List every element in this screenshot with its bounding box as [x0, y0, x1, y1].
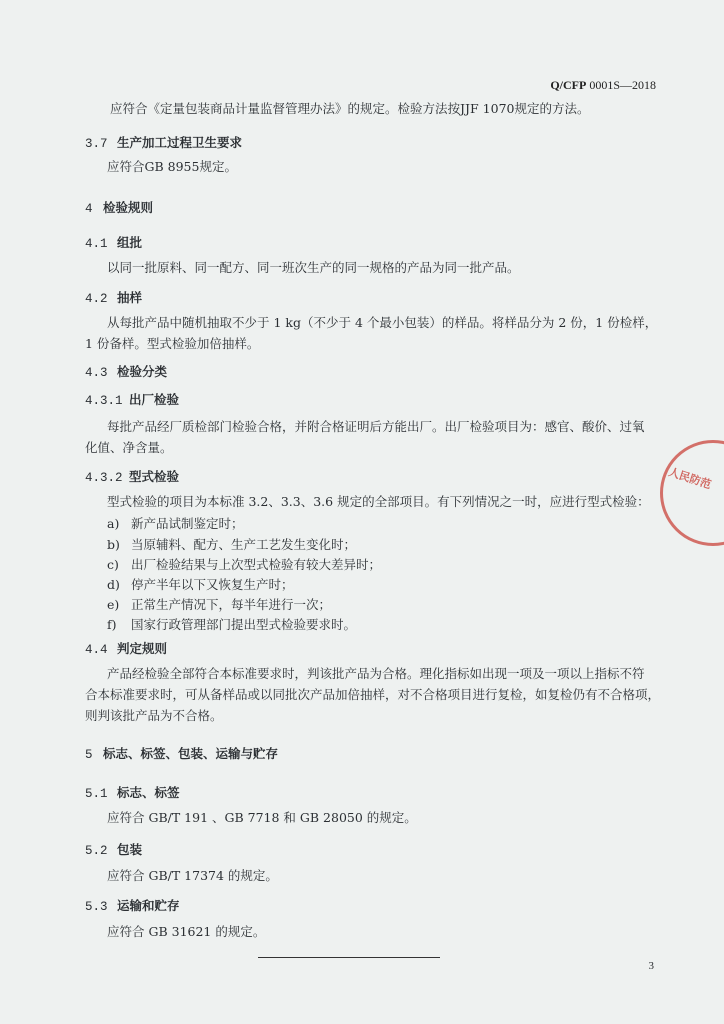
list-item: e) 正常生产情况下，每半年进行一次； — [107, 597, 332, 612]
section-heading: 4.3.1 出厂检验 — [85, 392, 180, 408]
section-heading: 4.3.2 型式检验 — [85, 469, 180, 485]
section-heading: 5 标志、标签、包装、运输与贮存 — [85, 746, 279, 762]
list-item: b) 当原辅料、配方、生产工艺发生变化时； — [107, 537, 357, 552]
page-number: 3 — [648, 960, 654, 972]
paragraph: 合本标准要求时，可从备样品或以同批次产品加倍抽样，对不合格项目进行复检，如复检仍有不合格项， — [85, 687, 661, 702]
section-heading: 5.1 标志、标签 — [85, 785, 180, 801]
paragraph: 应符合 GB/T 17374 的规定。 — [107, 868, 278, 883]
section-heading: 3.7 生产加工过程卫生要求 — [85, 135, 243, 151]
seal-text: 人民防范 — [666, 465, 713, 492]
paragraph: 型式检验的项目为本标准 3.2、3.3、3.6 规定的全部项目。有下列情况之一时，应进行型式检验： — [107, 494, 650, 509]
list-item: f) 国家行政管理部门提出型式检验要求时。 — [107, 617, 357, 632]
paragraph: 应符合《定量包装商品计量监督管理办法》的规定。检验方法按JJF 1070规定的方法。 — [110, 101, 590, 116]
paragraph: 则判该批产品为不合格。 — [85, 708, 223, 723]
paragraph: 应符合 GB/T 191 、GB 7718 和 GB 28050 的规定。 — [107, 810, 417, 825]
section-heading: 4.4 判定规则 — [85, 641, 168, 657]
footer-rule — [258, 957, 440, 958]
section-heading: 5.2 包装 — [85, 842, 143, 858]
paragraph: 以同一批原料、同一配方、同一班次生产的同一规格的产品为同一批产品。 — [107, 260, 520, 275]
section-heading: 4.1 组批 — [85, 235, 143, 251]
standard-code: Q/CFP 0001S—2018 — [550, 78, 656, 92]
paragraph: 每批产品经厂质检部门检验合格，并附合格证明后方能出厂。出厂检验项目为：感官、酸价、过氧 — [107, 419, 645, 434]
paragraph: 1 份备样。型式检验加倍抽样。 — [85, 336, 260, 351]
list-item: a) 新产品试制鉴定时； — [107, 516, 244, 531]
seal-stamp — [660, 440, 724, 546]
list-item: d) 停产半年以下又恢复生产时； — [107, 577, 294, 592]
list-item: c) 出厂检验结果与上次型式检验有较大差异时； — [107, 557, 382, 572]
paragraph: 从每批产品中随机抽取不少于 1 kg（不少于 4 个最小包装）的样品。将样品分为 2 份，1 份检样， — [107, 315, 658, 330]
paragraph: 应符合 GB 31621 的规定。 — [107, 924, 266, 939]
section-heading: 4 检验规则 — [85, 200, 154, 216]
paragraph: 化值、净含量。 — [85, 440, 173, 455]
section-heading: 4.2 抽样 — [85, 290, 143, 306]
section-heading: 4.3 检验分类 — [85, 364, 168, 380]
paragraph: 产品经检验全部符合本标准要求时，判该批产品为合格。理化指标如出现一项及一项以上指标不符 — [107, 666, 645, 681]
section-heading: 5.3 运输和贮存 — [85, 898, 180, 914]
paragraph: 应符合GB 8955规定。 — [107, 159, 237, 174]
